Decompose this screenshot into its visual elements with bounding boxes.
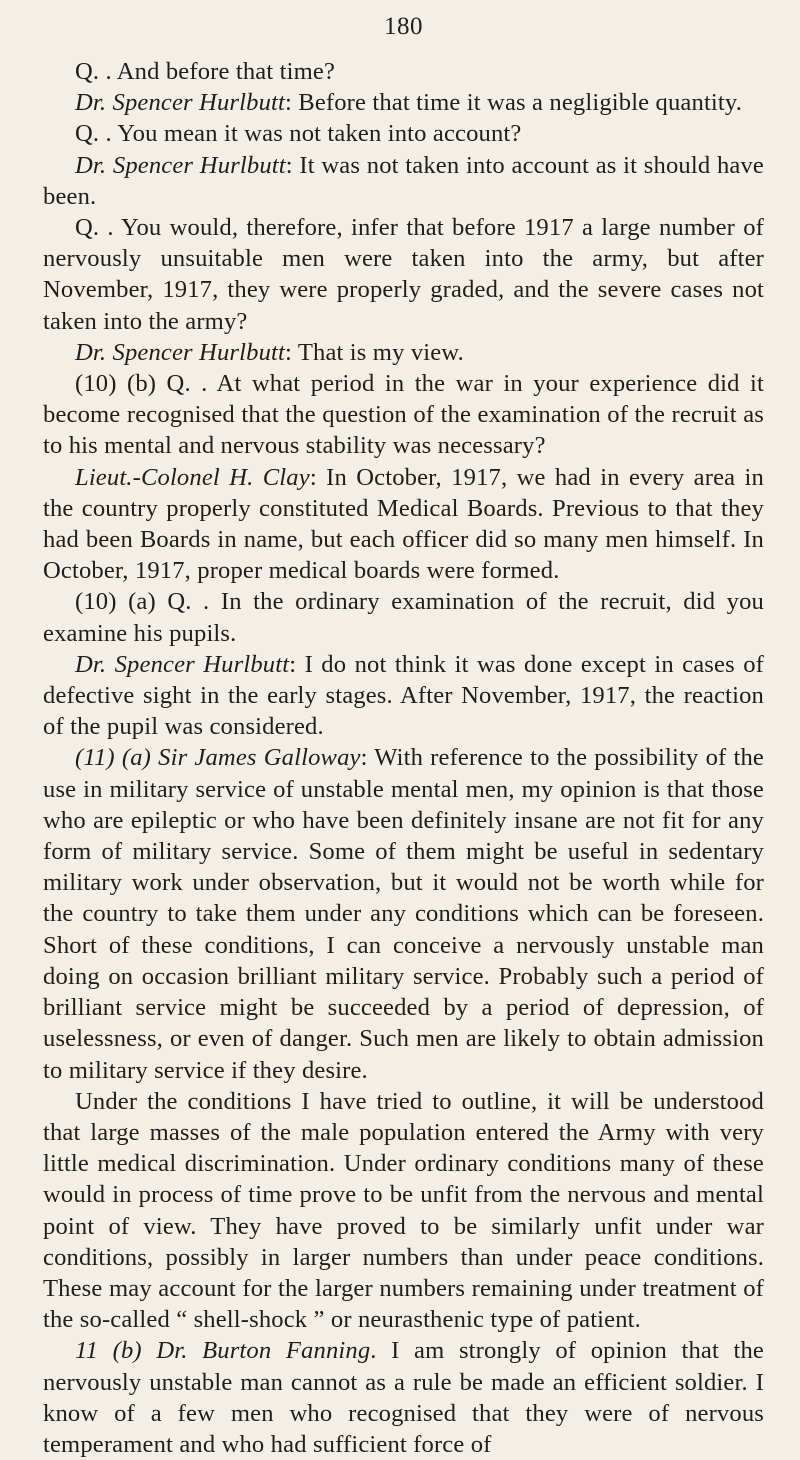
paragraph xyxy=(43,462,764,587)
paragraph xyxy=(43,118,764,149)
paragraph xyxy=(43,337,764,368)
paragraph xyxy=(43,87,764,118)
speaker-name: 11 (b) Dr. Burton Fanning xyxy=(75,1337,371,1365)
paragraph xyxy=(43,1086,764,1336)
speaker-name: Dr. Spencer Hurlbutt xyxy=(75,650,290,678)
paragraph xyxy=(43,150,764,212)
paragraph-text: Under the conditions I have tried to outline, it will be understood that large masses of the male population entered the Army with very little medical discrimination. Under ordinary conditions many of these would in process of time prove to be unfit from the nervous and mental point of view. They have proved to be similarly unfit under war conditions, possibly in larger numbers than under peace conditions. These may account for the larger numbers remaining under treatment of the so-called “ shell-shock ” or neurasthenic type of patient. xyxy=(43,1087,764,1334)
speaker-name: Dr. Spencer Hurlbutt xyxy=(75,151,286,179)
paragraph-text: : In October, 1917, we had in every area in the country properly constituted Medical Boards. Previous to that they had been Boards in name, but each officer did so many men himself. In October, 1917, proper medical boards were formed. xyxy=(43,463,764,585)
paragraph-text: . I am strongly of opinion that the nervously unstable man cannot as a rule be made an efficient soldier. I know of a few men who recognised that they were of nervous temperament and who had sufficient force of xyxy=(43,1337,764,1458)
paragraph-text: : With reference to the possibility of the use in military service of unstable mental men, my opinion is that those who are epileptic or who have been definitely insane are not fit for any form of military service. Some of them might be useful in sedentary military work under observation, but it would not be worth while for the country to take them under any conditions which can be foreseen. Short of these conditions, I can conceive a nervously unstable man doing on occasion brilliant military service. Probably such a period of brilliant service might be succeeded by a period of depression, of uselessness, or even of danger. Such men are likely to obtain admission to military service if they desire. xyxy=(43,744,764,1084)
speaker-name: Dr. Spencer Hurlbutt xyxy=(75,89,285,117)
paragraph-text: : Before that time it was a negligible quantity. xyxy=(284,89,743,117)
paragraph xyxy=(43,586,764,648)
speaker-name: Dr. Spencer Hurlbutt xyxy=(75,338,285,366)
paragraph-text: (10) (b) Q. . At what period in the war in your experience did it become recognised that the question of the examination of the recruit as to his mental and nervous stability was necessary? xyxy=(43,370,764,460)
speaker-name: Lieut.-Colonel H. Clay xyxy=(75,463,310,491)
paragraph xyxy=(43,368,764,462)
paragraph xyxy=(43,742,764,1085)
paragraph-text: (10) (a) Q. . In the ordinary examination of the recruit, did you examine his pupils. xyxy=(43,588,764,647)
body-text xyxy=(43,56,764,1460)
paragraph-text: : It was not taken into account as it should have been. xyxy=(43,151,764,210)
paragraph-text: Q. . And before that time? xyxy=(75,58,336,85)
speaker-name: (11) (a) Sir James Galloway xyxy=(75,744,361,772)
page-number: 180 xyxy=(384,13,423,40)
paragraph-text: Q. . You would, therefore, infer that before 1917 a large number of nervously unsuitable men were taken into the army, but after November, 1917, they were properly graded, and the severe cases not taken into the army? xyxy=(43,214,764,335)
paragraph xyxy=(43,56,764,87)
paragraph-text: : That is my view. xyxy=(284,338,464,366)
paragraph-text: Q. . You mean it was not taken into account? xyxy=(75,120,522,148)
paragraph xyxy=(43,1335,764,1460)
paragraph-text: : I do not think it was done except in cases of defective sight in the early stages. After November, 1917, the reaction of the pupil was considered. xyxy=(43,650,764,741)
paragraph xyxy=(43,649,764,743)
paragraph xyxy=(43,212,764,337)
